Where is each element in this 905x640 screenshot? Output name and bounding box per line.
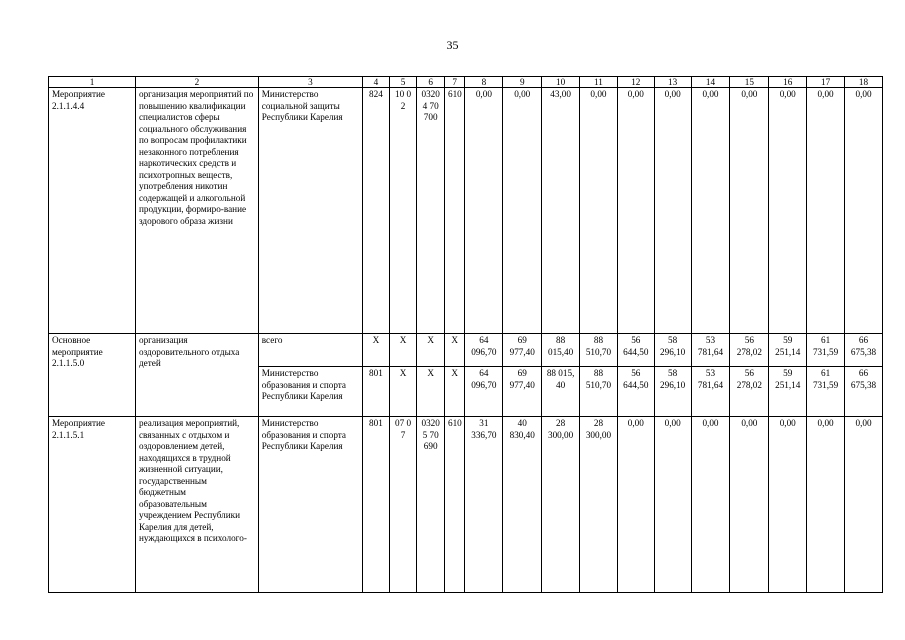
value-cell: 56 278,02	[730, 334, 769, 367]
value-cell: 61 731,59	[807, 334, 845, 367]
column-number: 12	[617, 77, 654, 88]
value-cell: 0,00	[769, 417, 807, 593]
grbs-code: X	[363, 334, 390, 367]
executor: Министерство социальной защиты Республики Карелия	[258, 88, 362, 334]
budget-table	[48, 76, 883, 593]
value-cell: 0,00	[807, 417, 845, 593]
value-cell: 53 781,64	[691, 367, 730, 417]
column-number: 16	[769, 77, 807, 88]
section-code: 10 02	[389, 88, 417, 334]
value-cell: 0,00	[730, 88, 769, 334]
column-number: 3	[258, 77, 362, 88]
value-cell: 61 731,59	[807, 367, 845, 417]
measure-code: Основное мероприятие 2.1.1.5.0	[49, 334, 136, 417]
column-number: 15	[730, 77, 769, 88]
value-cell: 59 251,14	[769, 334, 807, 367]
value-cell: 0,00	[654, 88, 691, 334]
value-cell: 53 781,64	[691, 334, 730, 367]
expense-type-code: 610	[444, 88, 464, 334]
value-cell: 59 251,14	[769, 367, 807, 417]
table-row	[49, 334, 883, 367]
value-cell: 69 977,40	[503, 334, 542, 367]
value-cell: 0,00	[730, 417, 769, 593]
value-cell: 0,00	[807, 88, 845, 334]
expense-type-code: X	[444, 367, 464, 417]
value-cell: 0,00	[465, 88, 503, 334]
column-number: 13	[654, 77, 691, 88]
value-cell: 0,00	[654, 417, 691, 593]
value-cell: 28 300,00	[580, 417, 618, 593]
value-cell: 69 977,40	[503, 367, 542, 417]
column-number: 5	[389, 77, 417, 88]
value-cell: 66 675,38	[845, 367, 883, 417]
value-cell: 88 015,40	[542, 334, 580, 367]
column-number: 10	[542, 77, 580, 88]
value-cell: 88 015, 40	[542, 367, 580, 417]
expense-type-code: 610	[444, 417, 464, 593]
value-cell: 56 278,02	[730, 367, 769, 417]
value-cell: 0,00	[580, 88, 618, 334]
value-cell: 0,00	[845, 417, 883, 593]
value-cell: 40 830,40	[503, 417, 542, 593]
column-number: 8	[465, 77, 503, 88]
value-cell: 0,00	[769, 88, 807, 334]
expense-type-code: X	[444, 334, 464, 367]
executor: Министерство образования и спорта Республики Карелия	[258, 417, 362, 593]
table-row	[49, 88, 883, 334]
value-cell: 0,00	[617, 88, 654, 334]
value-cell: 0,00	[691, 417, 730, 593]
value-cell: 88 510,70	[580, 367, 618, 417]
target-article-code: 03205 70690	[417, 417, 445, 593]
value-cell: 88 510,70	[580, 334, 618, 367]
value-cell: 66 675,38	[845, 334, 883, 367]
value-cell: 0,00	[617, 417, 654, 593]
value-cell: 56 644,50	[617, 334, 654, 367]
column-number: 1	[49, 77, 136, 88]
measure-name: организация мероприятий по повышению квалификации специалистов сферы социального обслуживания по вопросам профилактики незаконного потребления наркотических средств и психотропных веществ, употребления никотин содержащей и алкогольной продукции, формиро-вание здорового образа жизни	[135, 88, 258, 334]
column-number: 11	[580, 77, 618, 88]
column-number: 9	[503, 77, 542, 88]
page-number: 35	[446, 38, 459, 52]
column-number: 2	[135, 77, 258, 88]
target-article-code: X	[417, 367, 445, 417]
section-code: 07 07	[389, 417, 417, 593]
column-number: 18	[845, 77, 883, 88]
column-number: 7	[444, 77, 464, 88]
grbs-code: 824	[363, 88, 390, 334]
grbs-code: 801	[363, 417, 390, 593]
value-cell: 64 096,70	[465, 367, 503, 417]
target-article-code: 03204 70700	[417, 88, 445, 334]
value-cell: 58 296,10	[654, 367, 691, 417]
column-number: 14	[691, 77, 730, 88]
measure-name: реализация мероприятий, связанных с отдыхом и оздоровлением детей, находящихся в трудной жизненной ситуации, государственным бюджетным образовательным учреждением Республики Карелия для детей, нуждающихся в психолого-	[135, 417, 258, 593]
value-cell: 56 644,50	[617, 367, 654, 417]
column-number-row	[49, 77, 883, 88]
column-number: 17	[807, 77, 845, 88]
value-cell: 0,00	[845, 88, 883, 334]
value-cell: 28 300,00	[542, 417, 580, 593]
column-number: 6	[417, 77, 445, 88]
measure-name: организация оздоровительного отдыха детей	[135, 334, 258, 417]
target-article-code: X	[417, 334, 445, 367]
grbs-code: 801	[363, 367, 390, 417]
executor: Министерство образования и спорта Республики Карелия	[258, 367, 362, 417]
table-row	[49, 417, 883, 593]
measure-code: Мероприятие 2.1.1.5.1	[49, 417, 136, 593]
section-code: X	[389, 367, 417, 417]
value-cell: 64 096,70	[465, 334, 503, 367]
value-cell: 31 336,70	[465, 417, 503, 593]
value-cell: 43,00	[542, 88, 580, 334]
executor: всего	[258, 334, 362, 367]
measure-code: Мероприятие 2.1.1.4.4	[49, 88, 136, 334]
section-code: X	[389, 334, 417, 367]
column-number: 4	[363, 77, 390, 88]
value-cell: 58 296,10	[654, 334, 691, 367]
value-cell: 0,00	[691, 88, 730, 334]
value-cell: 0,00	[503, 88, 542, 334]
